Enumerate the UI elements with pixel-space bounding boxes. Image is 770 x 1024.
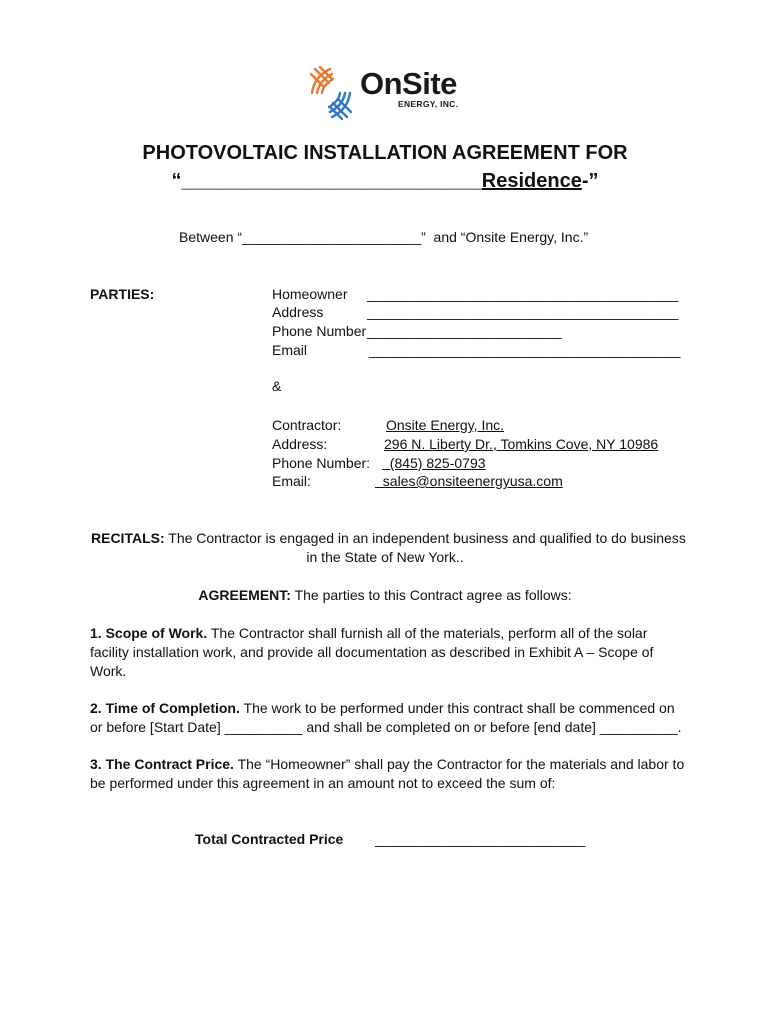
document-title: PHOTOVOLTAIC INSTALLATION AGREEMENT FOR xyxy=(142,142,628,164)
recitals-line-1 xyxy=(91,530,686,546)
contractor-email: sales@onsiteenergyusa.com xyxy=(375,473,563,489)
residence-label: Residence xyxy=(481,170,582,192)
section-contract-price xyxy=(90,755,690,793)
recitals-line-2: in the State of New York.. xyxy=(306,549,464,565)
homeowner-phone-label: Phone Number xyxy=(272,323,367,339)
residence-blank: “___________________________ xyxy=(171,170,482,192)
agreement-label: AGREEMENT: xyxy=(198,587,291,603)
agreement-text: The parties to this Contract agree as follows: xyxy=(290,587,572,603)
contractor-phone: (845) 825-0793 xyxy=(382,455,486,471)
logo-wordmark: OnSite xyxy=(360,66,457,101)
recitals-text-1: The Contractor is engaged in an independent business and qualified to do business xyxy=(164,530,686,546)
contractor-label: Contractor: xyxy=(272,417,342,433)
homeowner-email-field: ________________________________________ xyxy=(369,342,681,358)
section-2-heading: 2. Time of Completion. xyxy=(90,700,240,716)
section-1-text: The Contractor shall furnish all of the materials, perform all of the solar facility installation work, and provide all documentation as described in Exhibit A – Scope of Work. xyxy=(90,625,654,679)
section-scope-of-work xyxy=(90,624,690,681)
contractor-email-label: Email: xyxy=(272,473,311,489)
homeowner-label: Homeowner xyxy=(272,286,348,302)
section-time-of-completion xyxy=(90,699,690,737)
recitals-label: RECITALS: xyxy=(91,530,165,546)
subtitle-suffix: -” xyxy=(581,170,599,192)
section-1-heading: 1. Scope of Work. xyxy=(90,625,208,641)
total-price-label: Total Contracted Price xyxy=(195,831,344,847)
homeowner-email-label: Email xyxy=(272,342,308,358)
section-3-text: The “Homeowner” shall pay the Contractor for the materials and labor to be performed under this agreement in an amount not to exceed the sum of: xyxy=(90,756,685,791)
ampersand: & xyxy=(272,378,282,394)
homeowner-address-field: ________________________________________ xyxy=(367,304,679,320)
contractor-name: Onsite Energy, Inc. xyxy=(386,417,505,433)
section-3-heading: 3. The Contract Price. xyxy=(90,756,234,772)
parties-label: PARTIES: xyxy=(90,286,155,302)
contractor-phone-label: Phone Number: xyxy=(272,455,371,471)
total-price-field: ___________________________ xyxy=(375,831,586,847)
contractor-address: 296 N. Liberty Dr., Tomkins Cove, NY 10986 xyxy=(384,436,659,452)
document-subtitle xyxy=(0,170,770,193)
homeowner-phone-field: _________________________ xyxy=(367,323,562,339)
homeowner-address-label: Address xyxy=(272,304,324,320)
logo-tagline: ENERGY, INC. xyxy=(398,99,459,109)
agreement-line xyxy=(0,587,770,603)
section-2-text: The work to be performed under this contract shall be commenced on or before [Start Date] __________ and shall be completed on or before [end date] __________. xyxy=(90,700,682,735)
contractor-address-label: Address: xyxy=(272,436,328,452)
homeowner-field: ________________________________________ xyxy=(367,286,679,302)
between-line: Between “_______________________” and “Onsite Energy, Inc.” xyxy=(179,229,589,245)
